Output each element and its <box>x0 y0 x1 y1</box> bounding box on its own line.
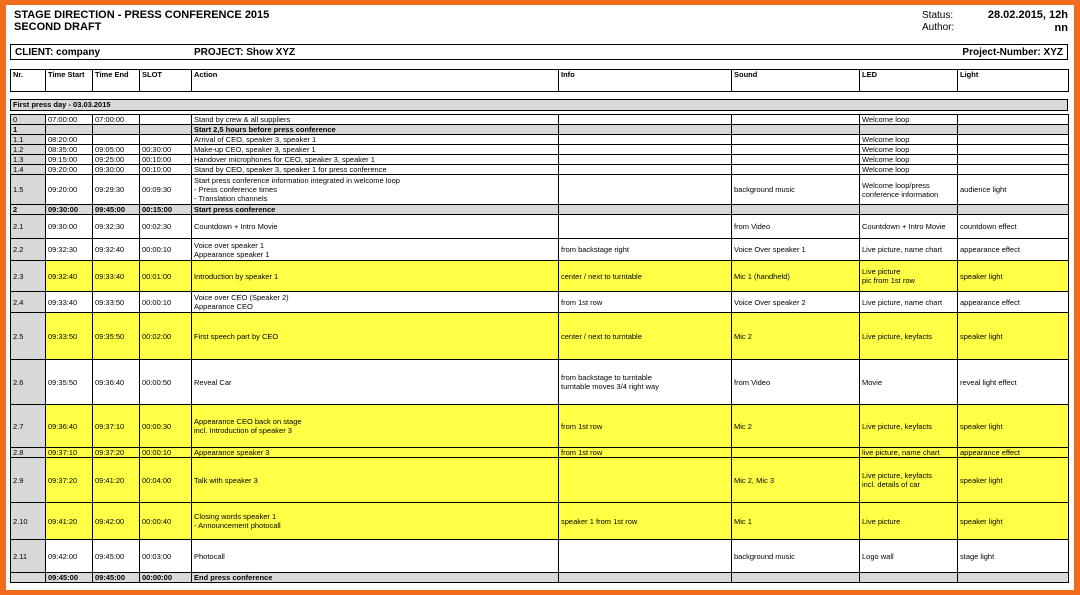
cell-action: Arrival of CEO, speaker 3, speaker 1 <box>192 135 559 145</box>
cell-start: 09:45:00 <box>46 573 93 583</box>
cell-start: 08:35:00 <box>46 145 93 155</box>
cell-light: countdown effect <box>958 215 1069 239</box>
cell-nr: 0 <box>11 115 46 125</box>
cell-light: stage light <box>958 540 1069 573</box>
cell-end: 09:42:00 <box>93 503 140 540</box>
cell-led: Countdown + Intro Movie <box>860 215 958 239</box>
cell-end: 09:32:30 <box>93 215 140 239</box>
col-header-time-start: Time Start <box>46 70 93 92</box>
cell-sound <box>732 573 860 583</box>
cell-light: speaker light <box>958 313 1069 360</box>
cell-action: Appearance CEO back on stage incl. Introduction of speaker 3 <box>192 405 559 448</box>
cell-led: Welcome loop <box>860 145 958 155</box>
cell-info: from 1st row <box>559 448 732 458</box>
cell-sound: from Video <box>732 360 860 405</box>
cell-light: speaker light <box>958 405 1069 448</box>
cell-info <box>559 573 732 583</box>
project-number-label: Project-Number: XYZ <box>962 47 1063 58</box>
cell-info <box>559 165 732 175</box>
cell-info: center / next to turntable <box>559 261 732 292</box>
cell-end <box>93 135 140 145</box>
cell-end: 09:37:10 <box>93 405 140 448</box>
table-row <box>11 573 1069 583</box>
cell-action: Reveal Car <box>192 360 559 405</box>
cell-nr: 1.4 <box>11 165 46 175</box>
cell-slot: 00:00:10 <box>140 239 192 261</box>
cell-info <box>559 458 732 503</box>
table-row <box>11 239 1069 261</box>
table-row <box>11 360 1069 405</box>
cell-slot: 00:04:00 <box>140 458 192 503</box>
cell-nr: 1.2 <box>11 145 46 155</box>
cell-start: 09:41:20 <box>46 503 93 540</box>
table-row <box>11 145 1069 155</box>
cell-led: Live picture, keyfacts incl. details of car <box>860 458 958 503</box>
cell-action: Make-up CEO, speaker 3, speaker 1 <box>192 145 559 155</box>
cell-slot: 00:01:00 <box>140 261 192 292</box>
cell-nr: 2.1 <box>11 215 46 239</box>
table-row <box>11 155 1069 165</box>
cell-end: 09:29:30 <box>93 175 140 205</box>
table-row <box>11 165 1069 175</box>
cell-info: center / next to turntable <box>559 313 732 360</box>
cell-info: from backstage to turntable turntable moves 3/4 right way <box>559 360 732 405</box>
cell-end: 09:32:40 <box>93 239 140 261</box>
col-header-nr: Nr. <box>11 70 46 92</box>
cell-start: 09:42:00 <box>46 540 93 573</box>
cell-slot: 00:00:40 <box>140 503 192 540</box>
table-row <box>11 175 1069 205</box>
cell-end: 09:45:00 <box>93 573 140 583</box>
cell-led: Live picture, keyfacts <box>860 313 958 360</box>
cell-nr: 2.10 <box>11 503 46 540</box>
cell-light <box>958 145 1069 155</box>
cell-slot: 00:00:30 <box>140 405 192 448</box>
cell-led <box>860 205 958 215</box>
cell-nr: 2 <box>11 205 46 215</box>
cell-led: Welcome loop <box>860 115 958 125</box>
cell-light: speaker light <box>958 261 1069 292</box>
cell-sound: Mic 2, Mic 3 <box>732 458 860 503</box>
cell-nr: 1.1 <box>11 135 46 145</box>
table-row <box>11 448 1069 458</box>
table-row <box>11 405 1069 448</box>
cell-led: Live picture, name chart <box>860 292 958 313</box>
cell-action: Talk with speaker 3 <box>192 458 559 503</box>
column-header-table <box>10 69 1069 92</box>
cell-led: live picture, name chart <box>860 448 958 458</box>
cell-info <box>559 205 732 215</box>
col-header-led: LED <box>860 70 958 92</box>
cell-info <box>559 135 732 145</box>
col-header-sound: Sound <box>732 70 860 92</box>
cell-sound <box>732 155 860 165</box>
cell-end: 09:33:50 <box>93 292 140 313</box>
cell-led: Live picture <box>860 503 958 540</box>
cell-slot: 00:10:00 <box>140 165 192 175</box>
document-title: STAGE DIRECTION - PRESS CONFERENCE 2015 <box>14 9 270 21</box>
cell-start: 09:36:40 <box>46 405 93 448</box>
cell-end: 09:36:40 <box>93 360 140 405</box>
cell-info <box>559 145 732 155</box>
cell-sound: Mic 2 <box>732 405 860 448</box>
cell-light: reveal light effect <box>958 360 1069 405</box>
cell-light: speaker light <box>958 458 1069 503</box>
cell-led <box>860 125 958 135</box>
cell-action: Handover microphones for CEO, speaker 3, speaker 1 <box>192 155 559 165</box>
cell-end: 09:45:00 <box>93 205 140 215</box>
cell-nr: 2.2 <box>11 239 46 261</box>
table-row <box>11 215 1069 239</box>
cell-slot <box>140 135 192 145</box>
cell-sound: Mic 1 (handheld) <box>732 261 860 292</box>
cell-nr: 2.7 <box>11 405 46 448</box>
author-value: nn <box>1054 22 1068 34</box>
cell-nr: 2.11 <box>11 540 46 573</box>
cell-light <box>958 165 1069 175</box>
table-row <box>11 125 1069 135</box>
cell-light: appearance effect <box>958 448 1069 458</box>
cell-start: 09:32:30 <box>46 239 93 261</box>
cell-nr: 2.4 <box>11 292 46 313</box>
cell-info: speaker 1 from 1st row <box>559 503 732 540</box>
cell-sound <box>732 205 860 215</box>
cell-sound <box>732 145 860 155</box>
cell-end: 09:05:00 <box>93 145 140 155</box>
cell-start: 09:35:50 <box>46 360 93 405</box>
cell-slot: 00:00:00 <box>140 573 192 583</box>
cell-end: 09:45:00 <box>93 540 140 573</box>
cell-nr: 2.3 <box>11 261 46 292</box>
cell-light <box>958 155 1069 165</box>
cell-end: 09:25:00 <box>93 155 140 165</box>
cell-sound: background music <box>732 540 860 573</box>
cell-slot: 00:00:10 <box>140 448 192 458</box>
table-row <box>11 205 1069 215</box>
document-page <box>6 5 1074 590</box>
cell-light: audience light <box>958 175 1069 205</box>
cell-action: Stand by crew & all suppliers <box>192 115 559 125</box>
document-subtitle: SECOND DRAFT <box>14 21 102 33</box>
cell-start: 09:37:10 <box>46 448 93 458</box>
cell-led <box>860 573 958 583</box>
cell-sound: Mic 1 <box>732 503 860 540</box>
cell-end: 09:33:40 <box>93 261 140 292</box>
table-row <box>11 261 1069 292</box>
cell-action: Start press conference <box>192 205 559 215</box>
cell-sound: Voice Over speaker 2 <box>732 292 860 313</box>
cell-light <box>958 115 1069 125</box>
cell-info: from 1st row <box>559 405 732 448</box>
cell-slot: 00:00:50 <box>140 360 192 405</box>
cell-sound: Voice Over speaker 1 <box>732 239 860 261</box>
cell-sound: Mic 2 <box>732 313 860 360</box>
cell-nr: 1.5 <box>11 175 46 205</box>
cell-slot: 00:09:30 <box>140 175 192 205</box>
cell-end: 09:30:00 <box>93 165 140 175</box>
cell-led: Welcome loop <box>860 155 958 165</box>
cell-led: Logo wall <box>860 540 958 573</box>
cell-start: 07:00:00 <box>46 115 93 125</box>
cell-sound <box>732 135 860 145</box>
table-row <box>11 503 1069 540</box>
client-bar <box>10 44 1068 60</box>
status-value: 28.02.2015, 12h <box>987 9 1068 21</box>
cell-light <box>958 125 1069 135</box>
cell-start: 08:20:00 <box>46 135 93 145</box>
cell-info: from 1st row <box>559 292 732 313</box>
cell-action: Closing words speaker 1 - Announcement photocall <box>192 503 559 540</box>
cell-slot: 00:02:30 <box>140 215 192 239</box>
cell-action: End press conference <box>192 573 559 583</box>
cell-start: 09:32:40 <box>46 261 93 292</box>
table-row <box>11 540 1069 573</box>
cell-action: Countdown + Intro Movie <box>192 215 559 239</box>
cell-info <box>559 215 732 239</box>
col-header-info: Info <box>559 70 732 92</box>
col-header-slot: SLOT <box>140 70 192 92</box>
cell-start: 09:20:00 <box>46 165 93 175</box>
cell-action: Photocall <box>192 540 559 573</box>
cell-nr <box>11 573 46 583</box>
cell-light: speaker light <box>958 503 1069 540</box>
cell-end: 07:00:00 <box>93 115 140 125</box>
cell-light <box>958 573 1069 583</box>
client-label: CLIENT: company <box>15 47 101 58</box>
cell-led: Welcome loop <box>860 135 958 145</box>
cell-nr: 2.9 <box>11 458 46 503</box>
cell-slot: 00:03:00 <box>140 540 192 573</box>
cell-nr: 2.6 <box>11 360 46 405</box>
cell-light: appearance effect <box>958 239 1069 261</box>
cell-sound <box>732 125 860 135</box>
project-label: PROJECT: Show XYZ <box>194 47 296 58</box>
cell-start: 09:30:00 <box>46 205 93 215</box>
cell-slot: 00:15:00 <box>140 205 192 215</box>
col-header-time-end: Time End <box>93 70 140 92</box>
cell-info <box>559 155 732 165</box>
cell-slot <box>140 115 192 125</box>
table-row <box>11 313 1069 360</box>
table-row <box>11 458 1069 503</box>
cell-nr: 1 <box>11 125 46 135</box>
cell-led: Movie <box>860 360 958 405</box>
cell-led: Live picture pic from 1st row <box>860 261 958 292</box>
cell-end <box>93 125 140 135</box>
cell-info <box>559 115 732 125</box>
cell-slot: 00:00:10 <box>140 292 192 313</box>
cell-light <box>958 205 1069 215</box>
cell-slot: 00:10:00 <box>140 155 192 165</box>
cell-light <box>958 135 1069 145</box>
cell-led: Live picture, name chart <box>860 239 958 261</box>
cell-end: 09:37:20 <box>93 448 140 458</box>
cell-sound <box>732 165 860 175</box>
cell-nr: 2.8 <box>11 448 46 458</box>
cell-start: 09:20:00 <box>46 175 93 205</box>
cell-led: Welcome loop <box>860 165 958 175</box>
cell-slot <box>140 125 192 135</box>
cell-action: Voice over speaker 1 Appearance speaker 1 <box>192 239 559 261</box>
cell-end: 09:35:50 <box>93 313 140 360</box>
author-label: Author: <box>922 22 955 33</box>
cell-action: Start press conference information integrated in welcome loop - Press conference times - Translation channels <box>192 175 559 205</box>
cell-start: 09:15:00 <box>46 155 93 165</box>
cell-action: Introduction by speaker 1 <box>192 261 559 292</box>
cell-nr: 2.5 <box>11 313 46 360</box>
table-row <box>11 292 1069 313</box>
cell-start: 09:37:20 <box>46 458 93 503</box>
cell-led: Live picture, keyfacts <box>860 405 958 448</box>
cell-action: First speech part by CEO <box>192 313 559 360</box>
cell-light: appearance effect <box>958 292 1069 313</box>
cell-action: Appearance speaker 3 <box>192 448 559 458</box>
cell-start: 09:33:40 <box>46 292 93 313</box>
cell-sound: background music <box>732 175 860 205</box>
cell-info: from backstage right <box>559 239 732 261</box>
day-title: First press day - 03.03.2015 <box>10 99 1068 111</box>
col-header-light: Light <box>958 70 1069 92</box>
table-row <box>11 135 1069 145</box>
cell-action: Voice over CEO (Speaker 2) Appearance CEO <box>192 292 559 313</box>
cell-start <box>46 125 93 135</box>
cell-nr: 1.3 <box>11 155 46 165</box>
cell-sound <box>732 448 860 458</box>
cell-slot: 00:30:00 <box>140 145 192 155</box>
cell-info <box>559 125 732 135</box>
cell-info <box>559 175 732 205</box>
cell-start: 09:33:50 <box>46 313 93 360</box>
schedule-table <box>10 114 1069 583</box>
cell-end: 09:41:20 <box>93 458 140 503</box>
cell-sound: from Video <box>732 215 860 239</box>
status-label: Status: <box>922 10 954 21</box>
cell-start: 09:30:00 <box>46 215 93 239</box>
cell-action: Start 2,5 hours before press conference <box>192 125 559 135</box>
cell-sound <box>732 115 860 125</box>
cell-info <box>559 540 732 573</box>
cell-led: Welcome loop/press conference information <box>860 175 958 205</box>
cell-action: Stand by CEO, speaker 3, speaker 1 for press conference <box>192 165 559 175</box>
table-row <box>11 115 1069 125</box>
cell-slot: 00:02:00 <box>140 313 192 360</box>
col-header-action: Action <box>192 70 559 92</box>
